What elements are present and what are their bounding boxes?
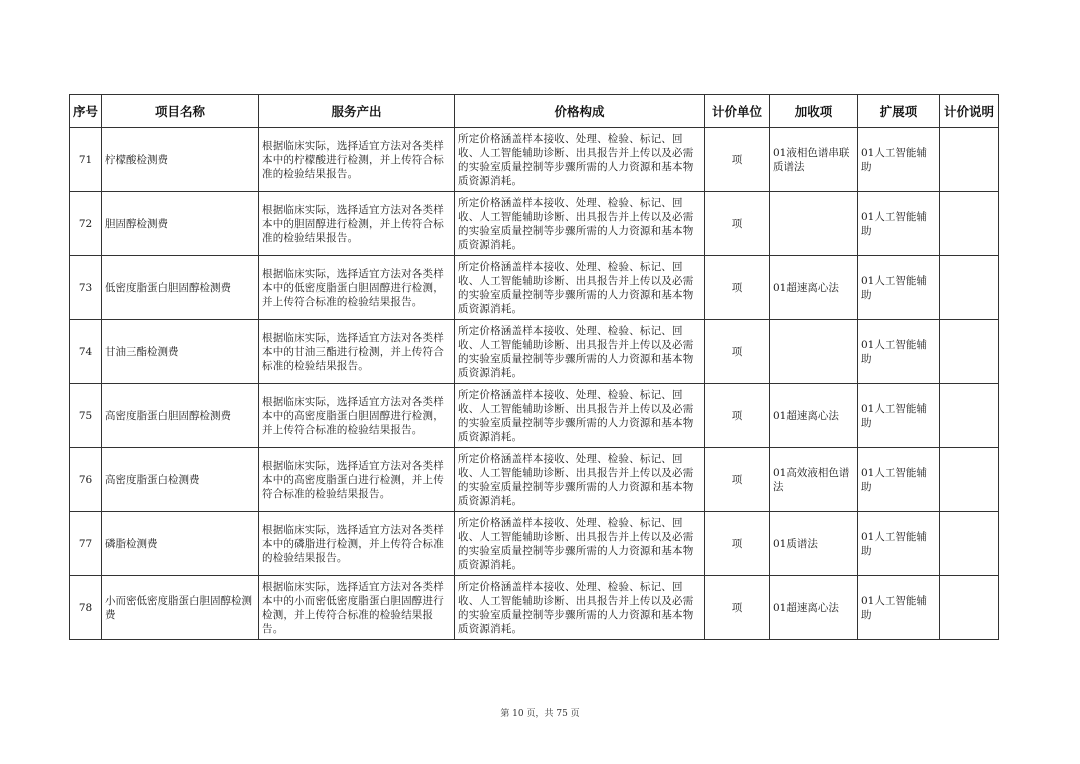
header-price-composition: 价格构成 [455, 95, 705, 128]
header-service-output: 服务产出 [259, 95, 455, 128]
row-surcharge-item: 01超速离心法 [770, 256, 858, 320]
row-surcharge-item: 01质谱法 [770, 512, 858, 576]
row-extension-item: 01人工智能辅助 [858, 192, 940, 256]
table-row [70, 384, 999, 448]
row-item-name: 高密度脂蛋白胆固醇检测费 [102, 384, 259, 448]
row-pricing-note [940, 256, 999, 320]
header-extension-item: 扩展项 [858, 95, 940, 128]
row-pricing-note [940, 576, 999, 640]
row-pricing-note [940, 512, 999, 576]
row-price-composition: 所定价格涵盖样本接收、处理、检验、标记、回收、人工智能辅助诊断、出具报告并上传以及必需的实验室质量控制等步骤所需的人力资源和基本物质资源消耗。 [455, 256, 705, 320]
row-price-composition: 所定价格涵盖样本接收、处理、检验、标记、回收、人工智能辅助诊断、出具报告并上传以及必需的实验室质量控制等步骤所需的人力资源和基本物质资源消耗。 [455, 448, 705, 512]
row-service-output: 根据临床实际，选择适宜方法对各类样本中的低密度脂蛋白胆固醇进行检测，并上传符合标准的检验结果报告。 [259, 256, 455, 320]
row-index: 75 [70, 384, 102, 448]
header-pricing-unit: 计价单位 [705, 95, 770, 128]
row-pricing-unit: 项 [705, 576, 770, 640]
row-service-output: 根据临床实际，选择适宜方法对各类样本中的胆固醇进行检测，并上传符合标准的检验结果报告。 [259, 192, 455, 256]
row-pricing-unit: 项 [705, 384, 770, 448]
row-pricing-note [940, 128, 999, 192]
row-surcharge-item: 01液相色谱串联质谱法 [770, 128, 858, 192]
row-service-output: 根据临床实际，选择适宜方法对各类样本中的小而密低密度脂蛋白胆固醇进行检测，并上传符合标准的检验结果报告。 [259, 576, 455, 640]
row-item-name: 胆固醇检测费 [102, 192, 259, 256]
row-pricing-unit: 项 [705, 320, 770, 384]
row-service-output: 根据临床实际，选择适宜方法对各类样本中的高密度脂蛋白胆固醇进行检测，并上传符合标准的检验结果报告。 [259, 384, 455, 448]
table-row [70, 192, 999, 256]
row-item-name: 甘油三酯检测费 [102, 320, 259, 384]
row-pricing-note [940, 448, 999, 512]
row-pricing-unit: 项 [705, 512, 770, 576]
row-extension-item: 01人工智能辅助 [858, 384, 940, 448]
table-row [70, 256, 999, 320]
row-extension-item: 01人工智能辅助 [858, 512, 940, 576]
table-row [70, 448, 999, 512]
row-extension-item: 01人工智能辅助 [858, 320, 940, 384]
row-index: 73 [70, 256, 102, 320]
row-surcharge-item: 01超速离心法 [770, 576, 858, 640]
row-index: 74 [70, 320, 102, 384]
pricing-table [69, 94, 999, 640]
row-pricing-unit: 项 [705, 192, 770, 256]
row-item-name: 柠檬酸检测费 [102, 128, 259, 192]
row-item-name: 小而密低密度脂蛋白胆固醇检测费 [102, 576, 259, 640]
row-surcharge-item [770, 192, 858, 256]
row-extension-item: 01人工智能辅助 [858, 576, 940, 640]
row-surcharge-item [770, 320, 858, 384]
row-index: 76 [70, 448, 102, 512]
row-extension-item: 01人工智能辅助 [858, 128, 940, 192]
row-service-output: 根据临床实际，选择适宜方法对各类样本中的磷脂进行检测，并上传符合标准的检验结果报告。 [259, 512, 455, 576]
row-service-output: 根据临床实际，选择适宜方法对各类样本中的甘油三酯进行检测，并上传符合标准的检验结果报告。 [259, 320, 455, 384]
row-surcharge-item: 01高效液相色谱法 [770, 448, 858, 512]
row-item-name: 高密度脂蛋白检测费 [102, 448, 259, 512]
row-pricing-note [940, 384, 999, 448]
row-service-output: 根据临床实际，选择适宜方法对各类样本中的柠檬酸进行检测，并上传符合标准的检验结果报告。 [259, 128, 455, 192]
row-extension-item: 01人工智能辅助 [858, 256, 940, 320]
row-surcharge-item: 01超速离心法 [770, 384, 858, 448]
row-price-composition: 所定价格涵盖样本接收、处理、检验、标记、回收、人工智能辅助诊断、出具报告并上传以及必需的实验室质量控制等步骤所需的人力资源和基本物质资源消耗。 [455, 512, 705, 576]
header-item-name: 项目名称 [102, 95, 259, 128]
row-index: 71 [70, 128, 102, 192]
row-price-composition: 所定价格涵盖样本接收、处理、检验、标记、回收、人工智能辅助诊断、出具报告并上传以及必需的实验室质量控制等步骤所需的人力资源和基本物质资源消耗。 [455, 384, 705, 448]
row-index: 78 [70, 576, 102, 640]
row-item-name: 磷脂检测费 [102, 512, 259, 576]
row-price-composition: 所定价格涵盖样本接收、处理、检验、标记、回收、人工智能辅助诊断、出具报告并上传以及必需的实验室质量控制等步骤所需的人力资源和基本物质资源消耗。 [455, 576, 705, 640]
table-row [70, 512, 999, 576]
table-row [70, 320, 999, 384]
header-pricing-note: 计价说明 [940, 95, 999, 128]
table-row [70, 576, 999, 640]
header-index: 序号 [70, 95, 102, 128]
row-price-composition: 所定价格涵盖样本接收、处理、检验、标记、回收、人工智能辅助诊断、出具报告并上传以及必需的实验室质量控制等步骤所需的人力资源和基本物质资源消耗。 [455, 128, 705, 192]
row-index: 72 [70, 192, 102, 256]
table-body [70, 128, 999, 640]
row-service-output: 根据临床实际，选择适宜方法对各类样本中的高密度脂蛋白进行检测，并上传符合标准的检验结果报告。 [259, 448, 455, 512]
row-price-composition: 所定价格涵盖样本接收、处理、检验、标记、回收、人工智能辅助诊断、出具报告并上传以及必需的实验室质量控制等步骤所需的人力资源和基本物质资源消耗。 [455, 320, 705, 384]
row-item-name: 低密度脂蛋白胆固醇检测费 [102, 256, 259, 320]
table-row [70, 128, 999, 192]
row-pricing-unit: 项 [705, 448, 770, 512]
row-pricing-unit: 项 [705, 256, 770, 320]
row-price-composition: 所定价格涵盖样本接收、处理、检验、标记、回收、人工智能辅助诊断、出具报告并上传以及必需的实验室质量控制等步骤所需的人力资源和基本物质资源消耗。 [455, 192, 705, 256]
header-surcharge-item: 加收项 [770, 95, 858, 128]
row-extension-item: 01人工智能辅助 [858, 448, 940, 512]
row-index: 77 [70, 512, 102, 576]
row-pricing-note [940, 320, 999, 384]
page-number-footer: 第 10 页，共 75 页 [500, 709, 580, 719]
row-pricing-unit: 项 [705, 128, 770, 192]
row-pricing-note [940, 192, 999, 256]
table-header-row [70, 95, 999, 128]
